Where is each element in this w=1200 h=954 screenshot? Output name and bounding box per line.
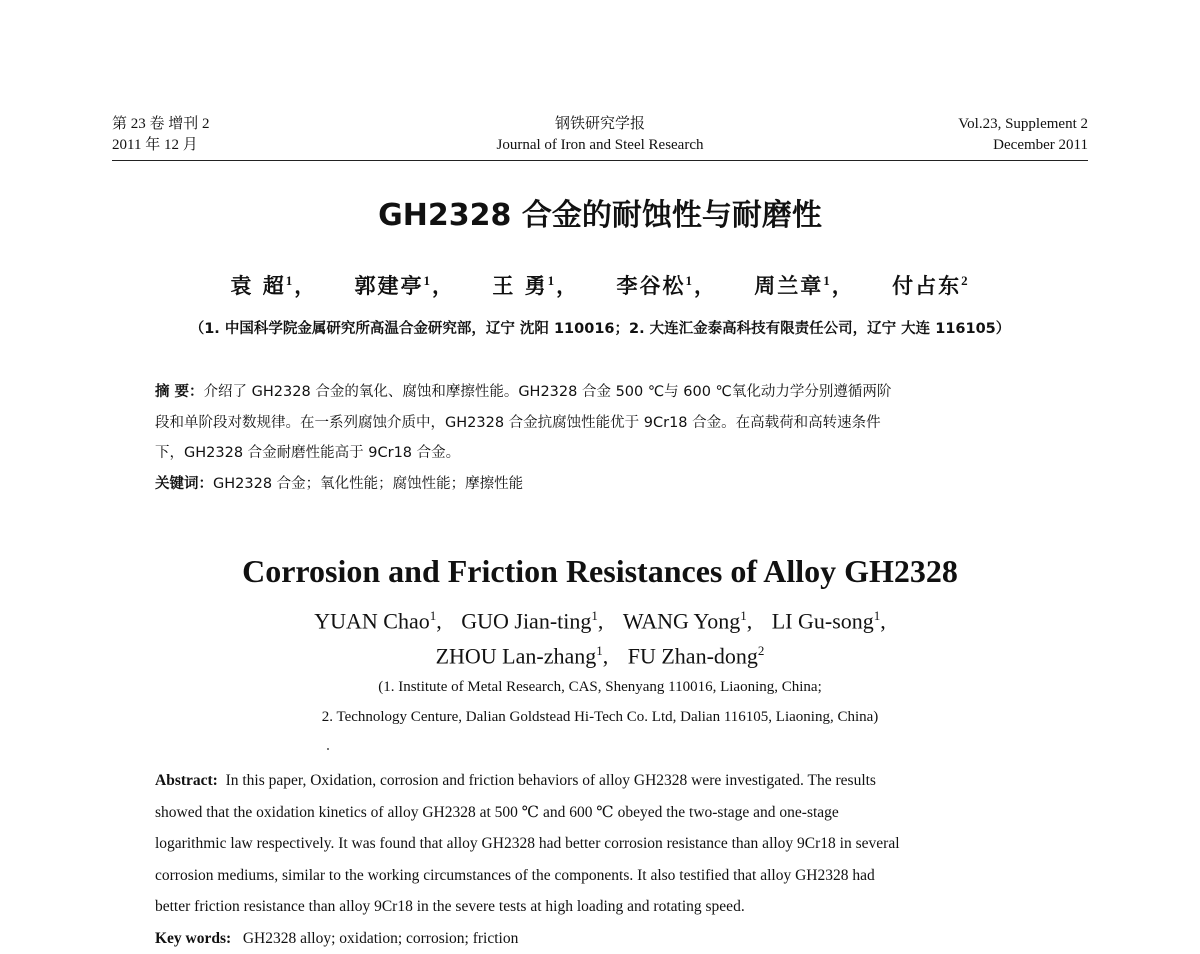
author-affil-marker: 1 bbox=[874, 608, 881, 623]
abstract-en-line: better friction resistance than alloy 9Cr18 in the severe tests at high loading and rotating speed. bbox=[155, 891, 1045, 923]
keywords-en-text: GH2328 alloy; oxidation; corrosion; friction bbox=[243, 930, 519, 947]
author-name: WANG Yong bbox=[623, 608, 740, 633]
header-volume: 第 23 卷 增刊 2 bbox=[112, 114, 210, 135]
author-affil-marker: 1 bbox=[548, 273, 557, 288]
author-separator: ， bbox=[694, 273, 717, 298]
author-separator: , bbox=[436, 608, 442, 633]
journal-name-en: Journal of Iron and Steel Research bbox=[412, 135, 788, 156]
author-en bbox=[628, 636, 765, 671]
abstract-en-line: corrosion mediums, similar to the working circumstances of the components. It also testified that alloy GH2328 had bbox=[155, 860, 1045, 892]
author-separator: ， bbox=[294, 273, 317, 298]
header-volume-info bbox=[112, 114, 210, 156]
affiliation-en-line: (1. Institute of Metal Research, CAS, Shenyang 110016, Liaoning, China; bbox=[0, 672, 1200, 702]
author-name: YUAN Chao bbox=[314, 608, 430, 633]
author-list-cn bbox=[0, 266, 1200, 301]
author-cn bbox=[492, 266, 579, 301]
author-en bbox=[436, 636, 609, 671]
author-cn bbox=[754, 266, 855, 301]
abstract-cn-line: 段和单阶段对数规律。在一系列腐蚀介质中，GH2328 合金抗腐蚀性能优于 9Cr18 合金。在高载荷和高转速条件 bbox=[155, 408, 1055, 439]
author-name: 袁 超 bbox=[230, 273, 285, 298]
scan-speck bbox=[327, 748, 329, 750]
author-name: LI Gu-song bbox=[772, 608, 874, 633]
running-header bbox=[112, 114, 1088, 161]
abstract-cn-line bbox=[155, 377, 1055, 408]
author-affil-marker: 1 bbox=[596, 643, 603, 658]
paper-title-en: Corrosion and Friction Resistances of Alloy GH2328 bbox=[0, 551, 1200, 591]
keywords-en bbox=[155, 923, 1045, 954]
header-volume-info-en bbox=[958, 114, 1088, 156]
abstract-en-line bbox=[155, 765, 1045, 797]
abstract-cn-text: 介绍了 GH2328 合金的氧化、腐蚀和摩擦性能。GH2328 合金 500 ℃与 600 ℃氧化动力学分别遵循两阶 bbox=[204, 384, 892, 400]
author-name: 付占东 bbox=[892, 273, 961, 298]
author-separator: , bbox=[598, 608, 604, 633]
journal-name-cn: 钢铁研究学报 bbox=[412, 114, 788, 135]
header-journal-name bbox=[412, 114, 788, 156]
author-name: ZHOU Lan-zhang bbox=[436, 644, 597, 669]
author-name: 李谷松 bbox=[616, 273, 685, 298]
author-separator: ， bbox=[432, 273, 455, 298]
paper-title-cn: GH2328 合金的耐蚀性与耐磨性 bbox=[0, 196, 1200, 236]
author-affil-marker: 1 bbox=[424, 273, 433, 288]
author-name: 王 勇 bbox=[492, 273, 547, 298]
author-affil-marker: 1 bbox=[685, 273, 694, 288]
author-name: FU Zhan-dong bbox=[628, 644, 758, 669]
author-en bbox=[623, 601, 752, 636]
keywords-cn-label: 关键词： bbox=[155, 476, 213, 492]
author-row-en bbox=[0, 636, 1200, 671]
abstract-en-line: logarithmic law respectively. It was found that alloy GH2328 had better corrosion resistance than alloy 9Cr18 in several bbox=[155, 828, 1045, 860]
affiliation-en-line: 2. Technology Centure, Dalian Goldstead Hi-Tech Co. Ltd, Dalian 116105, Liaoning, China) bbox=[0, 702, 1200, 732]
author-en bbox=[461, 601, 603, 636]
author-cn bbox=[355, 266, 456, 301]
author-name: 周兰章 bbox=[754, 273, 823, 298]
abstract-en-text: In this paper, Oxidation, corrosion and friction behaviors of alloy GH2328 were investigated. The results bbox=[226, 772, 876, 789]
keywords-cn-text: GH2328 合金；氧化性能；腐蚀性能；摩擦性能 bbox=[213, 476, 523, 492]
author-cn bbox=[616, 266, 717, 301]
author-separator: , bbox=[747, 608, 753, 633]
author-name: GUO Jian-ting bbox=[461, 608, 591, 633]
author-cn bbox=[892, 266, 970, 301]
author-affil-marker: 2 bbox=[758, 643, 765, 658]
abstract-en-label: Abstract: bbox=[155, 772, 218, 789]
author-affil-marker: 1 bbox=[286, 273, 295, 288]
author-affil-marker: 1 bbox=[823, 273, 832, 288]
author-en bbox=[772, 601, 886, 636]
author-affil-marker: 1 bbox=[591, 608, 598, 623]
author-affil-marker: 1 bbox=[740, 608, 747, 623]
author-affil-marker: 1 bbox=[430, 608, 437, 623]
abstract-en-line: showed that the oxidation kinetics of alloy GH2328 at 500 ℃ and 600 ℃ obeyed the two-stage and one-stage bbox=[155, 797, 1045, 829]
author-separator: ， bbox=[832, 273, 855, 298]
header-date-en: December 2011 bbox=[958, 135, 1088, 156]
abstract-cn-label: 摘 要： bbox=[155, 384, 204, 400]
author-en bbox=[314, 601, 442, 636]
author-name: 郭建亭 bbox=[355, 273, 424, 298]
author-list-en bbox=[0, 601, 1200, 672]
author-affil-marker: 2 bbox=[961, 273, 970, 288]
author-separator: ， bbox=[556, 273, 579, 298]
keywords-en-label: Key words: bbox=[155, 930, 231, 947]
author-separator: , bbox=[603, 644, 609, 669]
affiliation-cn: （1. 中国科学院金属研究所高温合金研究部，辽宁 沈阳 110016；2. 大连汇金泰高科技有限责任公司，辽宁 大连 116105） bbox=[0, 318, 1200, 340]
header-volume-en: Vol.23, Supplement 2 bbox=[958, 114, 1088, 135]
header-date-cn: 2011 年 12 月 bbox=[112, 135, 210, 156]
abstract-cn bbox=[155, 377, 1055, 499]
keywords-cn bbox=[155, 469, 1055, 500]
author-row-en bbox=[0, 601, 1200, 636]
author-cn bbox=[230, 266, 317, 301]
abstract-en bbox=[155, 765, 1045, 954]
author-separator: , bbox=[880, 608, 886, 633]
abstract-cn-line: 下，GH2328 合金耐磨性能高于 9Cr18 合金。 bbox=[155, 438, 1055, 469]
affiliation-en bbox=[0, 672, 1200, 732]
